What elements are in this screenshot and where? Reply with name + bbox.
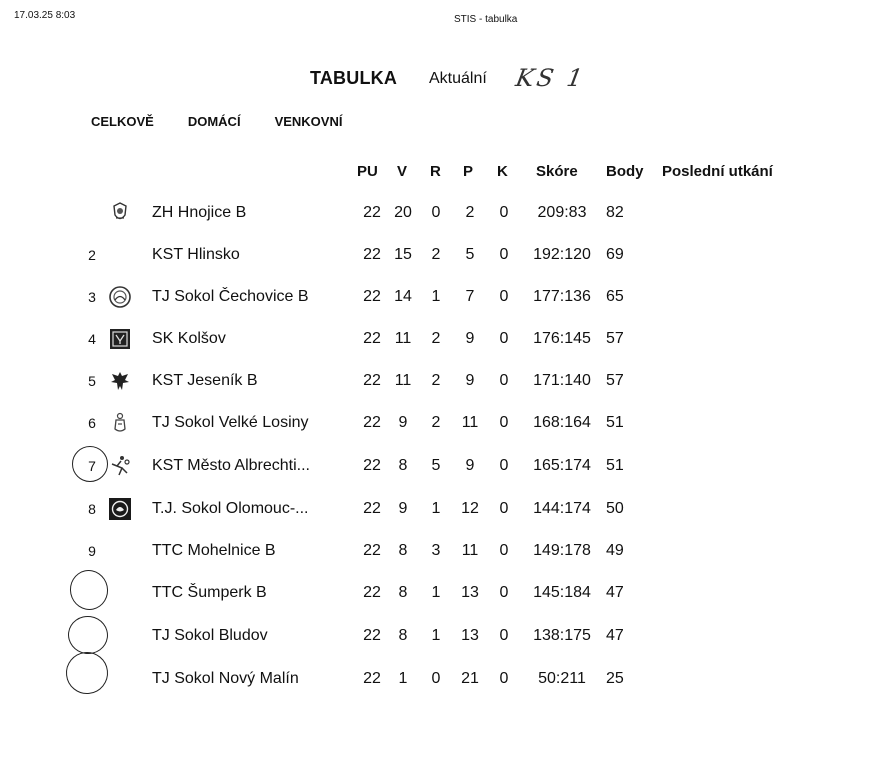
tab-overall[interactable]: CELKOVĚ xyxy=(91,114,154,129)
table-tennis-player-icon xyxy=(108,454,132,478)
walkovers: 0 xyxy=(499,414,509,431)
print-date: 17.03.25 8:03 xyxy=(14,10,76,21)
score: 177:136 xyxy=(533,288,591,305)
matches-played: 22 xyxy=(363,330,381,347)
table-row[interactable] xyxy=(0,282,886,312)
rank: 5 xyxy=(88,373,96,389)
draws: 2 xyxy=(431,372,441,389)
table-row[interactable] xyxy=(0,451,886,481)
matches-played: 22 xyxy=(363,246,381,263)
draws: 1 xyxy=(431,500,441,517)
points: 25 xyxy=(606,670,624,687)
round-badge-icon xyxy=(108,285,132,309)
points: 57 xyxy=(606,330,624,347)
team-name[interactable]: KST Jeseník B xyxy=(152,372,258,389)
walkovers: 0 xyxy=(499,372,509,389)
page-title: TABULKA xyxy=(310,68,398,88)
wins: 8 xyxy=(398,542,408,559)
team-name[interactable]: TTC Mohelnice B xyxy=(152,542,276,559)
rank: 4 xyxy=(88,331,96,347)
table-row[interactable] xyxy=(0,240,886,270)
points: 69 xyxy=(606,246,624,263)
rank: 3 xyxy=(88,289,96,305)
team-name[interactable]: SK Kolšov xyxy=(152,330,226,347)
rank xyxy=(84,198,100,228)
walkovers: 0 xyxy=(499,457,509,474)
col-header-pu: PU xyxy=(357,163,378,180)
points: 49 xyxy=(606,542,624,559)
points: 51 xyxy=(606,457,624,474)
matches-played: 22 xyxy=(363,457,381,474)
handwritten-circle xyxy=(72,446,108,482)
wins: 20 xyxy=(394,204,412,221)
table-row[interactable] xyxy=(0,578,886,608)
col-header-last-matches: Poslední utkání xyxy=(662,163,773,180)
current-label: Aktuální xyxy=(429,70,487,87)
wins: 9 xyxy=(398,414,408,431)
col-header-r: R xyxy=(430,163,441,180)
team-name[interactable]: TTC Šumperk B xyxy=(152,584,267,601)
tab-away[interactable]: VENKOVNÍ xyxy=(274,114,343,129)
print-page-title: STIS - tabulka xyxy=(454,14,518,25)
sokol-crest-icon xyxy=(108,411,132,435)
wins: 11 xyxy=(394,372,412,389)
wins: 14 xyxy=(394,288,412,305)
table-row[interactable] xyxy=(0,621,886,651)
wins: 8 xyxy=(398,584,408,601)
score: 209:83 xyxy=(537,204,587,221)
losses: 7 xyxy=(465,288,475,305)
score: 138:175 xyxy=(533,627,591,644)
matches-played: 22 xyxy=(363,414,381,431)
wins: 9 xyxy=(398,500,408,517)
walkovers: 0 xyxy=(499,330,509,347)
club-crest-icon xyxy=(108,201,132,225)
draws: 2 xyxy=(431,246,441,263)
draws: 0 xyxy=(431,204,441,221)
losses: 9 xyxy=(465,330,475,347)
table-row[interactable] xyxy=(0,494,886,524)
walkovers: 0 xyxy=(499,627,509,644)
matches-played: 22 xyxy=(363,670,381,687)
points: 57 xyxy=(606,372,624,389)
draws: 2 xyxy=(431,330,441,347)
score: 176:145 xyxy=(533,330,591,347)
team-name[interactable]: TJ Sokol Nový Malín xyxy=(152,670,299,687)
walkovers: 0 xyxy=(499,500,509,517)
points: 82 xyxy=(606,204,624,221)
table-row[interactable] xyxy=(0,366,886,396)
matches-played: 22 xyxy=(363,204,381,221)
draws: 1 xyxy=(431,627,441,644)
matches-played: 22 xyxy=(363,584,381,601)
square-emblem-icon xyxy=(108,327,132,351)
wins: 11 xyxy=(394,330,412,347)
col-header-points: Body xyxy=(606,163,644,180)
rank: 9 xyxy=(88,543,96,559)
score: 149:178 xyxy=(533,542,591,559)
losses: 21 xyxy=(461,670,479,687)
score: 168:164 xyxy=(533,414,591,431)
score: 165:174 xyxy=(533,457,591,474)
col-header-p: P xyxy=(463,163,474,180)
points: 47 xyxy=(606,584,624,601)
walkovers: 0 xyxy=(499,288,509,305)
team-name[interactable]: T.J. Sokol Olomouc-... xyxy=(152,500,309,517)
rank: 6 xyxy=(88,415,96,431)
draws: 1 xyxy=(431,584,441,601)
walkovers: 0 xyxy=(499,584,509,601)
col-header-k: K xyxy=(497,163,508,180)
wins: 8 xyxy=(398,457,408,474)
table-row[interactable] xyxy=(0,198,886,228)
table-row[interactable] xyxy=(0,664,886,694)
score: 50:211 xyxy=(538,670,586,687)
matches-played: 22 xyxy=(363,288,381,305)
losses: 13 xyxy=(461,584,479,601)
tab-home[interactable]: DOMÁCÍ xyxy=(187,114,241,129)
walkovers: 0 xyxy=(499,542,509,559)
losses: 2 xyxy=(465,204,475,221)
matches-played: 22 xyxy=(363,542,381,559)
losses: 12 xyxy=(461,500,479,517)
matches-played: 22 xyxy=(363,627,381,644)
losses: 9 xyxy=(465,372,475,389)
dark-round-badge-icon xyxy=(108,497,132,521)
col-header-score: Skóre xyxy=(536,163,578,180)
walkovers: 0 xyxy=(499,670,509,687)
points: 65 xyxy=(606,288,624,305)
rank: 2 xyxy=(88,247,96,263)
matches-played: 22 xyxy=(363,372,381,389)
team-name[interactable]: TJ Sokol Velké Losiny xyxy=(152,414,309,431)
draws: 1 xyxy=(431,288,441,305)
matches-played: 22 xyxy=(363,500,381,517)
losses: 9 xyxy=(465,457,475,474)
losses: 5 xyxy=(465,246,475,263)
team-name[interactable]: ZH Hnojice B xyxy=(152,204,247,221)
points: 51 xyxy=(606,414,624,431)
score: 145:184 xyxy=(533,584,591,601)
draws: 0 xyxy=(431,670,441,687)
eagle-icon xyxy=(108,369,132,393)
table-row[interactable] xyxy=(0,408,886,438)
points: 47 xyxy=(606,627,624,644)
score: 171:140 xyxy=(533,372,591,389)
rank: 7 xyxy=(88,458,96,474)
walkovers: 0 xyxy=(499,246,509,263)
wins: 15 xyxy=(394,246,412,263)
walkovers: 0 xyxy=(499,204,509,221)
losses: 11 xyxy=(461,414,479,431)
table-row[interactable] xyxy=(0,536,886,566)
wins: 8 xyxy=(398,627,408,644)
team-name[interactable]: TJ Sokol Čechovice B xyxy=(152,288,309,305)
rank: 8 xyxy=(88,501,96,517)
losses: 13 xyxy=(461,627,479,644)
score: 144:174 xyxy=(533,500,591,517)
table-row[interactable] xyxy=(0,324,886,354)
draws: 3 xyxy=(431,542,441,559)
team-name[interactable]: KST Hlinsko xyxy=(152,246,240,263)
losses: 11 xyxy=(461,542,479,559)
team-name[interactable]: TJ Sokol Bludov xyxy=(152,627,268,644)
wins: 1 xyxy=(398,670,408,687)
team-name[interactable]: KST Město Albrechti... xyxy=(152,457,310,474)
handwritten-note: KS 1 xyxy=(513,64,588,92)
points: 50 xyxy=(606,500,624,517)
col-header-v: V xyxy=(397,163,408,180)
draws: 5 xyxy=(431,457,441,474)
draws: 2 xyxy=(431,414,441,431)
score: 192:120 xyxy=(533,246,591,263)
